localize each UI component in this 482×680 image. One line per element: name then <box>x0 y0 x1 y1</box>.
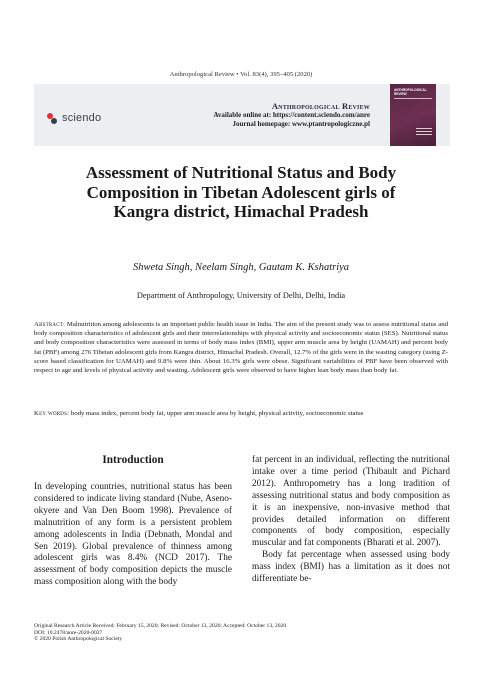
intro-paragraph-right-2: Body fat percentage when assessed using body mass index (BMI) has a limitation as it does not differentiate be- <box>252 550 450 585</box>
sciendo-logo <box>47 112 101 124</box>
journal-homepage-link[interactable]: Journal homepage: www.ptantropologiczne.pl <box>232 120 370 128</box>
journal-info <box>213 102 370 129</box>
keywords-text: body mass index, percent body fat, upper arm muscle area by height, physical activity, socioeconomic status <box>70 410 364 417</box>
article-title: Assessment of Nutritional Status and Body Composition in Tibetan Adolescent girls of Kangra district, Himachal Pradesh <box>85 163 397 221</box>
author-affiliation: Department of Anthropology, University of Delhi, Delhi, India <box>136 291 346 300</box>
left-column <box>34 455 232 589</box>
copyright-notice: © 2020 Polish Anthropological Society <box>34 636 123 643</box>
intro-paragraph-right-1: fat percent in an individual, reflecting the nutritional intake over a time period (Thibault and Pichard 2012). Anthropometry has a long tradition of assessing nutritional status and body composition as it is an inexpensive, non-invasive method that provides detailed information on different components of body composition, especially muscular and fat components (Bharati et al. 2007). <box>252 455 450 549</box>
article-doi: DOI: 10.2478/anre-2020-0027 <box>34 629 103 636</box>
abstract-label: Abstract: <box>34 321 66 328</box>
article-authors: Shweta Singh, Neelam Singh, Gautam K. Kshatriya <box>132 262 350 273</box>
cover-title: ANTHROPOLOGICAL REVIEW <box>394 88 427 96</box>
sciendo-logo-icon <box>47 113 58 124</box>
abstract-text: Malnutrition among adolescents is an important public health issue in India. The aim of the present study was to assess nutritional status and body composition characteristics of adolescent girls and their interrelationships with physical activity and socioeconomic status (SES). Nutritional status and body composition characteristics were assessed in terms of body mass index (BMI), upper arm muscle area by height (UAMAH) and percent body fat (PBF) among 276 Tibetan adolescent girls from Kangra district, Himachal Pradesh. Overall, 12.7% of the girls were in the wasting category (using Z-score based classification for UAMAH) and 9.8% were thin. About 16.3% girls were obese. Significant variabilities of PBF have been observed with respect to age and levels of physical activity and wasting. Adolescent girls were observed to have higher lean body mass than body fat. <box>34 321 448 375</box>
intro-paragraph-left: In developing countries, nutritional status has been considered to indicate living standard (Nube, Aseno-okyere and Van Den Boom 1998). Prevalence of malnutrition of any form is a persistent problem among adolescents in India (Debnath, Mondal and Sen 2019). Global prevalence of thinness among adolescent girls was 8.4% (NCD 2017). The assessment of body composition depicts the muscle mass composition along with the body <box>34 482 232 588</box>
section-heading-introduction: Introduction <box>102 454 164 466</box>
keywords <box>34 409 448 418</box>
right-column <box>252 455 450 586</box>
article-footer <box>34 623 448 643</box>
sciendo-logo-text: sciendo <box>62 112 102 124</box>
abstract <box>34 320 448 375</box>
journal-banner <box>34 84 450 146</box>
journal-name: Anthropological Review <box>271 101 370 111</box>
article-history: Original Research Article Received: February 15, 2020; Revised: October 13, 2020; Accepted: October 13, 2020 <box>34 623 287 629</box>
available-online-link[interactable]: Available online at: https://content.sciendo.com/anre <box>213 111 370 119</box>
running-head: Anthropological Review • Vol. 83(4), 395–405 (2020) <box>169 71 313 78</box>
keywords-label: Key words: <box>34 410 70 417</box>
journal-cover-image <box>390 84 436 146</box>
